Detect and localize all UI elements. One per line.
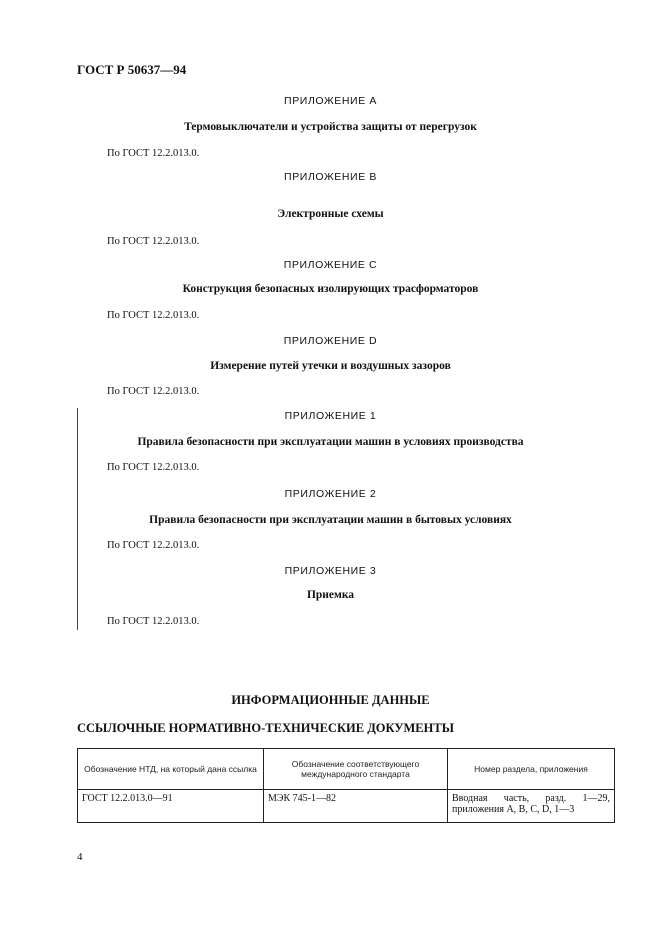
appendix-title: Измерение путей утечки и воздушных зазоров: [210, 360, 451, 372]
column-header: Обозначение соответствующего международного стандарта: [264, 749, 448, 790]
appendix-title: Электронные схемы: [277, 208, 384, 220]
appendix-reference: По ГОСТ 12.2.013.0.: [107, 540, 200, 551]
appendix-label: ПРИЛОЖЕНИЕ A: [284, 95, 377, 107]
appendix-label: ПРИЛОЖЕНИЕ 3: [284, 565, 377, 577]
appendix-reference: По ГОСТ 12.2.013.0.: [107, 386, 200, 397]
column-header: Обозначение НТД, на который дана ссылка: [78, 749, 264, 790]
column-header: Номер раздела, приложения: [448, 749, 615, 790]
appendix-reference: По ГОСТ 12.2.013.0.: [107, 616, 200, 627]
appendix-title: Правила безопасности при эксплуатации машин в условиях производства: [137, 436, 524, 448]
appendix-title: Конструкция безопасных изолирующих трасформаторов: [182, 283, 479, 295]
info-title: ИНФОРМАЦИОННЫЕ ДАННЫЕ: [231, 693, 430, 707]
table-cell: ГОСТ 12.2.013.0—91: [78, 790, 264, 823]
appendix-reference: По ГОСТ 12.2.013.0.: [107, 148, 200, 159]
appendix-label: ПРИЛОЖЕНИЕ C: [283, 259, 378, 271]
appendix-label: ПРИЛОЖЕНИЕ 1: [284, 410, 377, 422]
appendix-label: ПРИЛОЖЕНИЕ B: [284, 171, 377, 183]
appendix-reference: По ГОСТ 12.2.013.0.: [107, 236, 200, 247]
appendix-reference: По ГОСТ 12.2.013.0.: [107, 462, 200, 473]
page-number: 4: [77, 851, 83, 863]
table-cell: МЭК 745-1—82: [264, 790, 448, 823]
appendix-reference: По ГОСТ 12.2.013.0.: [107, 310, 200, 321]
table-cell: Вводная часть, разд. 1—29, приложения A, B, C, D, 1—3: [448, 790, 615, 823]
appendix-title: Термовыключатели и устройства защиты от перегрузок: [184, 121, 477, 133]
appendix-label: ПРИЛОЖЕНИЕ D: [283, 335, 378, 347]
table-header-row: [78, 749, 615, 790]
appendix-title: Приемка: [306, 589, 355, 601]
table-row: [78, 790, 615, 823]
appendix-title: Правила безопасности при эксплуатации машин в бытовых условиях: [149, 514, 512, 526]
document-header: ГОСТ Р 50637—94: [77, 62, 187, 77]
reference-docs-table: [77, 748, 615, 823]
appendix-label: ПРИЛОЖЕНИЕ 2: [284, 488, 377, 500]
docs-title: ССЫЛОЧНЫЕ НОРМАТИВНО-ТЕХНИЧЕСКИЕ ДОКУМЕНТЫ: [77, 721, 454, 735]
